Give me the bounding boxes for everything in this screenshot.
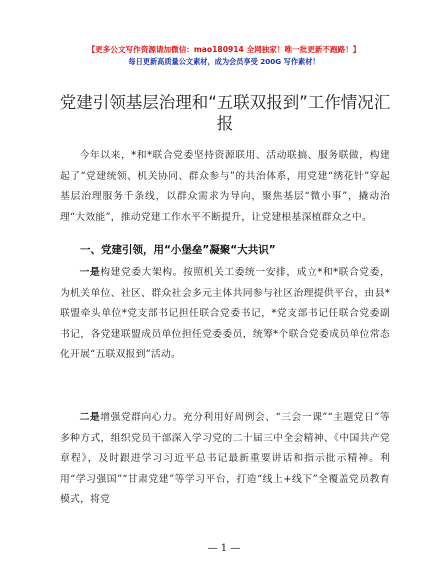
section-heading: 一、党建引领，用“小堡垒”凝聚“大共识”	[80, 244, 276, 256]
paragraph-1-text: 构建党委大架构。按照机关工委统一安排，成立*和*联合党委，为机关单位、社区、群众社会多元主体共同参与社区治理提供平台，由县*联盟牵头单位*党支部书记担任联合党委书记，*党支部书记任联合党委副书记，各党建联盟成员单位担任党委委员，统筹*个联合党委成员单位常态化开展“五联双报到”活动。	[60, 267, 391, 361]
intro-paragraph: 今年以来，*和*联合党委坚持资源联用、活动联搞、服务联做，构建起了“党建统领、机关协同、群众参与”的共治体系，用党建“绣花针”穿起基层治理服务千条线，以群众需求为导向，聚焦基层“微小事”，撬动治理“大效能”，推动党建工作水平不断提升，让党建根基深植群众之中。	[60, 150, 390, 223]
promo-banner-line2: 每日更新高质量公文素材，成为会员享受 200G 写作素材！	[128, 57, 320, 66]
paragraph-2-lead: 二是	[79, 412, 101, 423]
paragraph-1	[60, 263, 390, 366]
document-title: 党建引领基层治理和“五联双报到”工作情况汇报	[59, 93, 391, 133]
promo-banner-line1: 【更多公文写作资源请加微信：mao180914 全网独家！唯一批更新不跑路！】	[87, 45, 361, 54]
paragraph-2	[60, 408, 390, 511]
page-number: — 1 —	[207, 543, 241, 554]
paragraph-1-lead: 一是	[79, 267, 101, 278]
paragraph-2-text: 增强党群向心力。充分利用好周例会、“三会一课”“主题党日”等多种方式，组织党员干部深入学习党的二十届三中全会精神、《中国共产党章程》，及时跟进学习习近平总书记最新重要讲话和指示批示精神。利用“学习强国”“甘肃党建”等学习平台，打造“线上+线下”全覆盖党员教育模式，将党	[60, 412, 390, 506]
